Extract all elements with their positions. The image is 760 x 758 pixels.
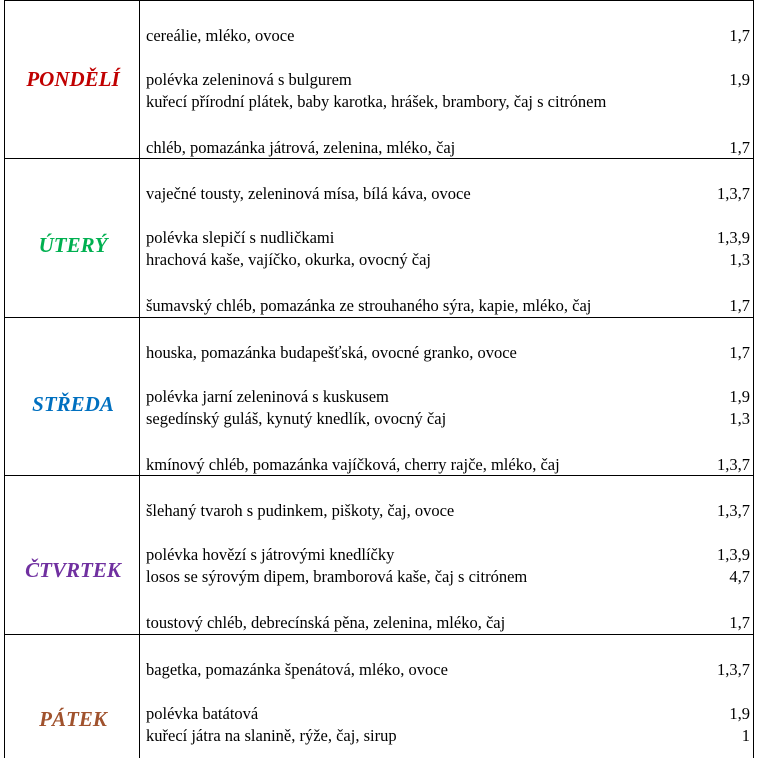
day-cell <box>4 635 140 758</box>
meal-line <box>146 544 750 566</box>
allergen-code: 1,3 <box>729 409 750 428</box>
meal-text: šlehaný tvaroh s pudinkem, piškoty, čaj, ovoce <box>146 501 455 520</box>
allergen-code: 1,9 <box>729 70 750 89</box>
allergen-code: 1,3,7 <box>717 660 750 679</box>
meal-line <box>146 659 750 681</box>
meal-line <box>146 69 750 91</box>
meal-text: polévka hovězí s játrovými knedlíčky <box>146 545 395 564</box>
meal-line <box>146 249 750 271</box>
meal-text: vaječné tousty, zeleninová mísa, bílá káva, ovoce <box>146 184 471 203</box>
meal-line <box>146 342 750 364</box>
allergen-code: 1,7 <box>729 138 750 157</box>
day-cell <box>4 1 140 159</box>
meal-text: hrachová kaše, vajíčko, okurka, ovocný čaj <box>146 250 431 269</box>
meal-line <box>146 25 750 47</box>
day-row <box>4 317 754 476</box>
day-row <box>4 158 754 317</box>
day-name: STŘEDA <box>32 392 114 416</box>
meal-line <box>146 454 750 476</box>
allergen-code: 1,3,7 <box>717 501 750 520</box>
meal-text: chléb, pomazánka játrová, zelenina, mléko, čaj <box>146 138 456 157</box>
allergen-code: 1,7 <box>729 343 750 362</box>
meal-text: šumavský chléb, pomazánka ze strouhaného sýra, kapie, mléko, čaj <box>146 296 592 315</box>
meal-line <box>146 500 750 522</box>
meal-text: segedínský guláš, kynutý knedlík, ovocný čaj <box>146 409 447 428</box>
meal-text: polévka zeleninová s bulgurem <box>146 70 352 89</box>
meal-text: kuřecí játra na slanině, rýže, čaj, sirup <box>146 726 397 745</box>
meal-text: kuřecí přírodní plátek, baby karotka, hrášek, brambory, čaj s citrónem <box>146 92 607 111</box>
allergen-code: 1,3 <box>729 250 750 269</box>
day-row <box>4 475 754 634</box>
day-cell <box>4 159 140 317</box>
allergen-code: 1,9 <box>729 387 750 406</box>
day-cell <box>4 318 140 476</box>
day-cell <box>4 476 140 634</box>
meal-line <box>146 566 750 588</box>
meal-line <box>146 295 750 317</box>
meal-line <box>146 183 750 205</box>
meal-text: cereálie, mléko, ovoce <box>146 26 295 45</box>
allergen-code: 1,3,7 <box>717 455 750 474</box>
meal-line <box>146 227 750 249</box>
meal-text: polévka jarní zeleninová s kuskusem <box>146 387 389 406</box>
day-name: PÁTEK <box>39 707 107 731</box>
day-row <box>4 0 754 159</box>
allergen-code: 1 <box>741 726 750 745</box>
meal-text: polévka batátová <box>146 704 259 723</box>
meal-line <box>146 137 750 159</box>
day-row <box>4 634 754 758</box>
meal-line <box>146 408 750 430</box>
allergen-code: 1,9 <box>729 704 750 723</box>
allergen-code: 1,3,7 <box>717 184 750 203</box>
meal-line <box>146 703 750 725</box>
allergen-code: 1,7 <box>729 613 750 632</box>
meal-line <box>146 91 750 113</box>
meal-text: bagetka, pomazánka špenátová, mléko, ovoce <box>146 660 448 679</box>
allergen-code: 1,3,9 <box>717 228 750 247</box>
allergen-code: 1,7 <box>729 26 750 45</box>
meal-line <box>146 612 750 634</box>
meal-text: losos se sýrovým dipem, bramborová kaše, čaj s citrónem <box>146 567 528 586</box>
allergen-code: 4,7 <box>729 567 750 586</box>
meal-line <box>146 386 750 408</box>
meal-text: kmínový chléb, pomazánka vajíčková, cherry rajče, mléko, čaj <box>146 455 560 474</box>
day-name: ČTVRTEK <box>25 558 121 582</box>
allergen-code: 1,7 <box>729 296 750 315</box>
day-name: ÚTERÝ <box>38 233 108 257</box>
meal-text: polévka slepičí s nudličkami <box>146 228 335 247</box>
meal-line <box>146 725 750 747</box>
allergen-code: 1,3,9 <box>717 545 750 564</box>
meal-text: toustový chléb, debrecínská pěna, zelenina, mléko, čaj <box>146 613 506 632</box>
meal-text: houska, pomazánka budapešťská, ovocné granko, ovoce <box>146 343 517 362</box>
day-name: PONDĚLÍ <box>26 67 120 91</box>
